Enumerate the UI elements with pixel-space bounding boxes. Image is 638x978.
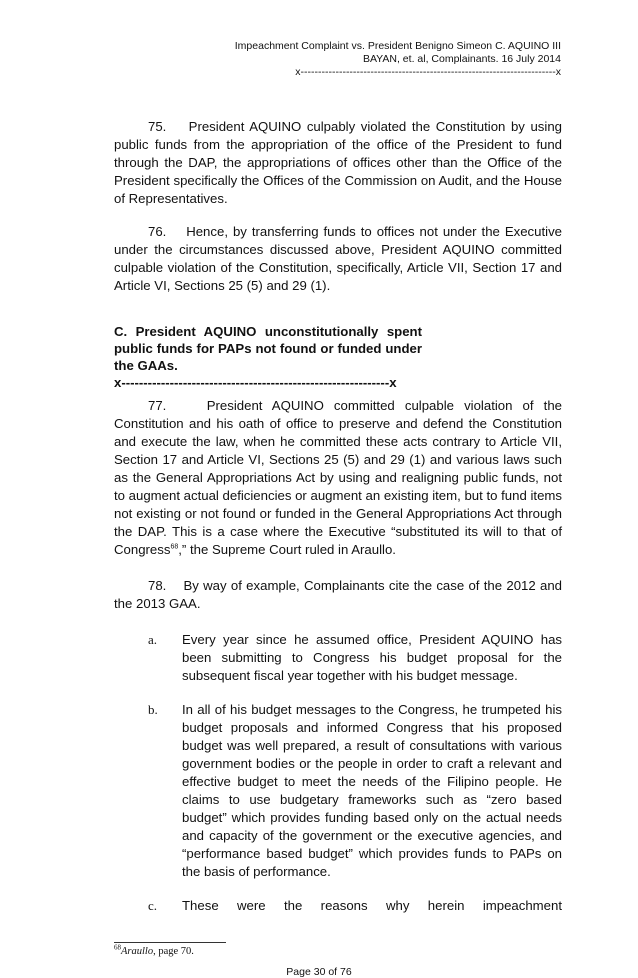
list-item-a: [148, 631, 562, 685]
list-item-b: [148, 701, 562, 881]
paragraph-75: 75. President AQUINO culpably violated the Constitution by using public funds from the appropriation of the office of the President to fund through the DAP, the appropriations of offices other than the Office of the President specifically the Offices of the Commission on Audit, and the House of Representatives.: [114, 119, 562, 206]
paragraph-77-text: 77. President AQUINO committed culpable violation of the Constitution and his oath of office to preserve and defend the Constitution and execute the law, when he committed these acts contrary to Article VII, Section 17 and Article VI, Sections 25 (5) and 29 (1) and various laws such as the General Appropriations Act by using and realigning public funds, not to augment actual deficiencies or augment an existing item, but to fund items not existing or not found or funded in the General Appropriations Act through the DAP. This is a case where the Executive “substituted its will to that of Congress: [114, 398, 562, 557]
list-marker: a.: [148, 632, 158, 647]
header-title: Impeachment Complaint vs. President Benigno Simeon C. AQUINO III: [234, 40, 561, 52]
list-marker: b.: [148, 702, 158, 717]
running-header: [141, 40, 561, 79]
paragraph-77: [114, 397, 562, 559]
list-item-c: [148, 897, 562, 915]
document-body: [114, 118, 562, 931]
page-number: Page 30 of 76: [286, 966, 352, 978]
footnote-text: , page 70.: [153, 946, 194, 957]
example-list: [114, 631, 562, 915]
footnote-number: 68: [114, 943, 121, 952]
list-item-text: Every year since he assumed office, President AQUINO has been submitting to Congress his budget proposal for the subsequent fiscal year together with his budget message.: [182, 632, 562, 683]
list-item-text: In all of his budget messages to the Congress, he trumpeted his budget proposals and informed Congress that his proposed budget was well prepared, a result of consultations with various government bodies or the people in order to craft a relevant and effective budget to meet the needs of the Filipino people. He claims to use budgetary frameworks such as “zero based budget” which provides funding based only on the actual needs and capacity of the government or the executive agencies, and “performance based budget” which provides funds to PAPs on the basis of performance.: [182, 702, 562, 879]
section-heading-c: C. President AQUINO unconstitutionally spent public funds for PAPs not found or funded under the GAAs.: [114, 324, 422, 373]
footnote-case-title: Araullo: [121, 946, 154, 957]
footnote-68: [114, 945, 194, 958]
paragraph-77-text-end: ,” the Supreme Court ruled in Araullo.: [178, 542, 396, 557]
header-rule: x-------------------------------------------------------------------------x: [295, 66, 561, 78]
list-marker: c.: [148, 898, 158, 913]
section-heading-rule: x-------------------------------------------------------------x: [114, 375, 397, 390]
header-complainants: BAYAN, et. al, Complainants. 16 July 2014: [362, 53, 561, 65]
list-item-text: These were the reasons why herein impeachment: [182, 898, 562, 913]
footnote-reference-68[interactable]: 68: [170, 543, 179, 551]
paragraph-76: 76. Hence, by transferring funds to offices not under the Executive under the circumstances discussed above, President AQUINO committed culpable violation of the Constitution, specifically, Article VII, Section 17 and Article VI, Sections 25 (5) and 29 (1).: [114, 224, 562, 293]
footnote-separator: [114, 942, 226, 943]
paragraph-78: 78. By way of example, Complainants cite the case of the 2012 and the 2013 GAA.: [114, 578, 562, 611]
